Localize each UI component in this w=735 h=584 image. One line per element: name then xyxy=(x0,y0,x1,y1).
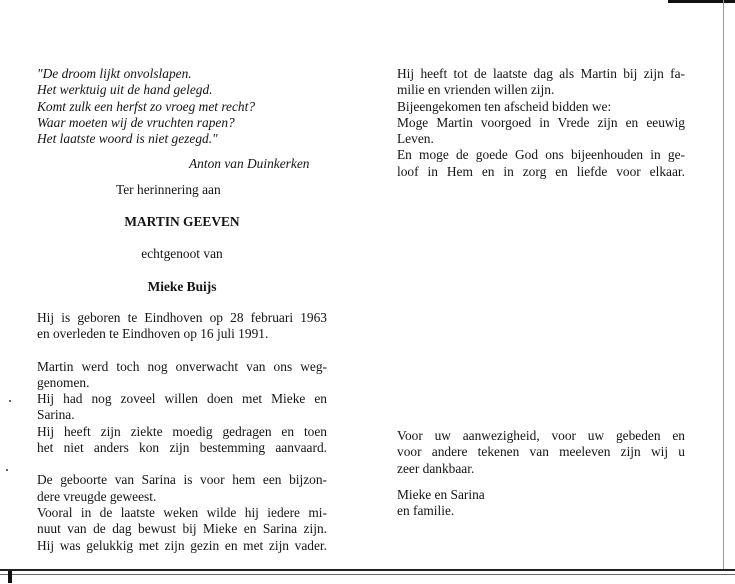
paragraph-life xyxy=(37,359,327,457)
text-line: dere vreugde geweest. xyxy=(37,488,157,504)
text-line: zeer dankbaar. xyxy=(397,460,475,476)
signature-line: Mieke en Sarina xyxy=(397,487,485,502)
text-line: Hij was gelukkig met zijn gezin en met zijn vader. xyxy=(37,537,327,553)
text-line: Martin werd toch nog onverwacht van ons weg- xyxy=(37,358,327,374)
paragraph-daughter xyxy=(37,472,327,553)
text-line: en overleden te Eindhoven op 16 juli 1991. xyxy=(37,326,269,342)
scan-speck xyxy=(6,469,8,471)
text-line: nuut van de dag bewust bij Mieke en Sarina zijn. xyxy=(37,521,327,537)
text-line: voor andere tekenen van meeleven zijn wij u xyxy=(397,444,685,460)
poem-line: Het laatste woord is niet gezegd." xyxy=(37,131,218,147)
text-line: Hij heeft zijn ziekte moedig gedragen en toen xyxy=(37,423,327,439)
text-line: Leven. xyxy=(397,131,434,147)
signature xyxy=(397,487,597,520)
text-line: Bijeengekomen ten afscheid bidden we: xyxy=(397,98,612,114)
memorial-intro: Ter herinnering aan xyxy=(116,181,221,197)
text-line: Hij heeft tot de laatste dag als Martin bij zijn fa- xyxy=(397,66,685,81)
poem-line: "De droom lijkt onvolslapen. xyxy=(37,66,192,81)
paragraph-birth-death xyxy=(37,310,327,343)
deceased-name: MARTIN GEEVEN xyxy=(124,214,240,230)
scan-mark xyxy=(8,571,12,583)
scan-edge-right xyxy=(723,0,724,569)
text-line: Hij had nog zoveel willen doen met Mieke en xyxy=(37,391,327,407)
card-bottom-edge xyxy=(0,569,735,571)
text-line: Voor uw aanwezigheid, voor uw gebeden en xyxy=(397,428,685,443)
poem xyxy=(37,66,327,147)
scan-edge-top xyxy=(668,0,735,3)
text-line: genomen. xyxy=(37,374,90,390)
spouse-name: Mieke Buijs xyxy=(147,278,217,294)
text-line: Sarina. xyxy=(37,407,75,423)
left-column xyxy=(37,66,327,554)
right-column xyxy=(397,66,685,180)
text-line: De geboorte van Sarina is voor hem een bijzon- xyxy=(37,472,327,488)
poem-line: Het werktuig uit de hand gelegd. xyxy=(37,82,213,98)
relation-text: echtgenoot van xyxy=(141,246,223,262)
poem-line: Waar moeten wij de vruchten rapen? xyxy=(37,114,235,130)
text-line: Moge Martin voorgoed in Vrede zijn en eeuwig xyxy=(397,114,685,130)
poem-author: Anton van Duinkerken xyxy=(189,156,310,172)
text-line: het niet anders kon zijn bestemming aanvaard. xyxy=(37,440,327,456)
signature-line: en familie. xyxy=(397,503,455,519)
text-line: En moge de goede God ons bijeenhouden in ge- xyxy=(397,147,685,163)
poem-line: Komt zulk een herfst zo vroeg met recht? xyxy=(37,98,256,114)
text-line: milie en vrienden willen zijn. xyxy=(397,82,555,98)
text-line: Hij is geboren te Eindhoven op 28 februari 1963 xyxy=(37,309,327,325)
scan-speck xyxy=(9,400,11,402)
text-line: loof in Hem en in zorg en liefde voor elkaar. xyxy=(397,163,685,179)
thanks-paragraph xyxy=(397,428,685,477)
text-line: Vooral in de laatste weken wilde hij iedere mi- xyxy=(37,504,327,520)
